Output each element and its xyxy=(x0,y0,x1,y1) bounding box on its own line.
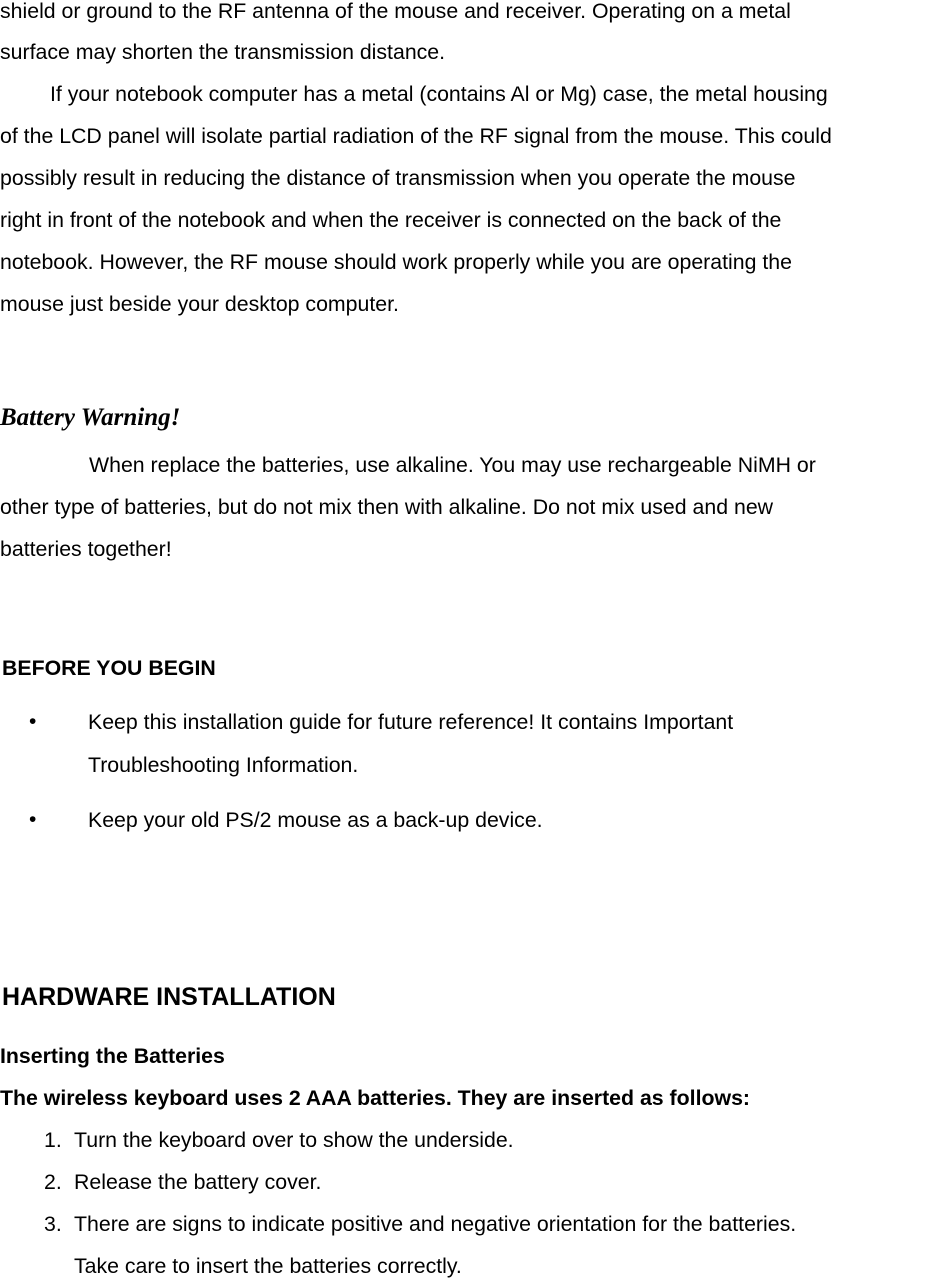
intro-line-2: surface may shorten the transmission distance. xyxy=(0,40,446,64)
intro-line-4: of the LCD panel will isolate partial radiation of the RF signal from the mouse. This could xyxy=(0,124,832,148)
bullet-dot: • xyxy=(29,808,37,831)
battery-warning-line-1: When replace the batteries, use alkaline. You may use rechargeable NiMH or xyxy=(89,453,816,477)
step-number: 3. xyxy=(44,1212,62,1236)
intro-line-6: right in front of the notebook and when the receiver is connected on the back of the xyxy=(0,208,782,232)
intro-line-7: notebook. However, the RF mouse should work properly while you are operating the xyxy=(0,250,792,274)
batteries-lead-text: The wireless keyboard uses 2 AAA batteries. They are inserted as follows: xyxy=(0,1086,751,1110)
bullet-dot: • xyxy=(29,710,37,733)
step-text-line: There are signs to indicate positive and negative orientation for the batteries. xyxy=(74,1212,797,1236)
step-text-line: Release the battery cover. xyxy=(74,1170,322,1194)
bullet-text-line: Troubleshooting Information. xyxy=(88,753,359,777)
hardware-installation-heading: HARDWARE INSTALLATION xyxy=(2,983,336,1011)
step-text-line: Turn the keyboard over to show the underside. xyxy=(74,1128,514,1152)
intro-line-1: shield or ground to the RF antenna of the mouse and receiver. Operating on a metal xyxy=(0,0,791,23)
intro-line-3: If your notebook computer has a metal (contains Al or Mg) case, the metal housing xyxy=(50,82,828,106)
intro-line-8: mouse just beside your desktop computer. xyxy=(0,292,399,316)
intro-line-5: possibly result in reducing the distance of transmission when you operate the mouse xyxy=(0,166,796,190)
battery-warning-heading: Battery Warning! xyxy=(0,404,181,431)
before-you-begin-heading: BEFORE YOU BEGIN xyxy=(2,656,216,680)
bullet-text-line: Keep your old PS/2 mouse as a back-up device. xyxy=(88,808,543,832)
step-number: 1. xyxy=(44,1128,62,1152)
battery-warning-line-2: other type of batteries, but do not mix then with alkaline. Do not mix used and new xyxy=(0,495,774,519)
bullet-text-line: Keep this installation guide for future reference! It contains Important xyxy=(88,710,734,734)
step-number: 2. xyxy=(44,1170,62,1194)
battery-warning-line-3: batteries together! xyxy=(0,537,172,561)
inserting-batteries-subheading: Inserting the Batteries xyxy=(0,1044,225,1068)
step-text-line: Take care to insert the batteries correctly. xyxy=(74,1254,462,1278)
